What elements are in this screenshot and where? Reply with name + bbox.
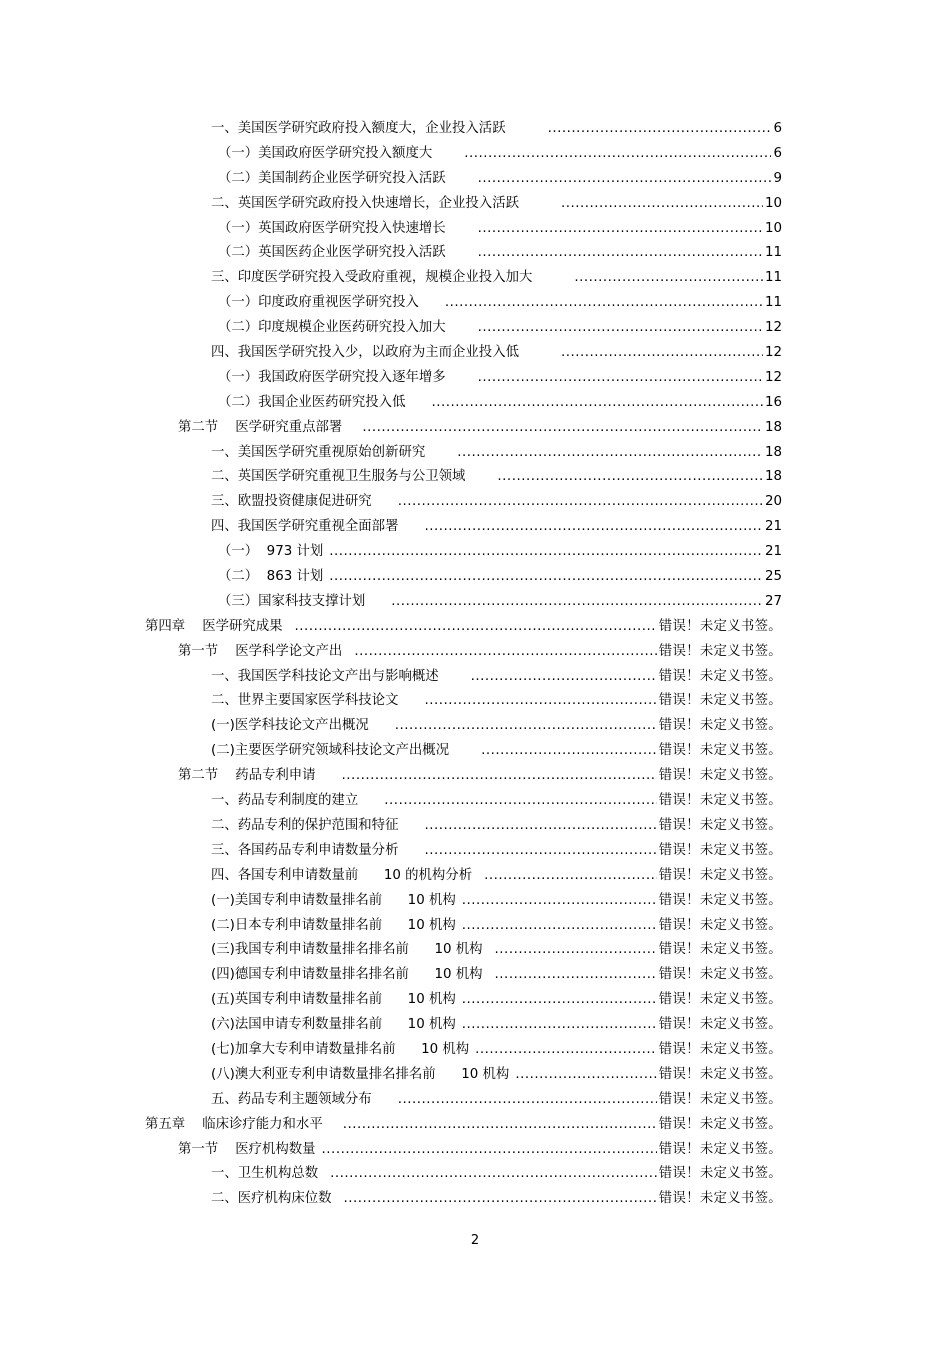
toc-leader-dots bbox=[342, 764, 657, 789]
toc-entry-page: 21 bbox=[764, 544, 782, 560]
toc-entry-title: 四、我国医学研究投入少，以政府为主而企业投入低 bbox=[211, 345, 519, 361]
toc-entry-page: 错误！未定义书签。 bbox=[658, 1091, 782, 1107]
toc-leader-dots bbox=[484, 864, 657, 889]
toc-entry[interactable] bbox=[0, 117, 950, 142]
toc-leader-dots bbox=[462, 889, 657, 914]
toc-entry-title: 一、美国医学研究政府投入额度大，企业投入活跃 bbox=[211, 121, 506, 136]
toc-entry[interactable] bbox=[0, 864, 950, 889]
toc-entry-title: 一、美国医学研究重视原始创新研究 bbox=[211, 444, 426, 460]
toc-entry-title: （二）美国制药企业医学研究投入活跃 bbox=[218, 170, 446, 186]
toc-entry-title: (七)加拿大专利申请数量排名前 10 机构 bbox=[211, 1041, 470, 1057]
toc-entry-title: 二、医疗机构床位数 bbox=[211, 1191, 332, 1207]
toc-entry-page: 16 bbox=[764, 394, 782, 410]
toc-entry[interactable] bbox=[0, 490, 950, 515]
toc-entry[interactable] bbox=[0, 914, 950, 939]
toc-entry[interactable] bbox=[0, 515, 950, 540]
toc-leader-dots bbox=[457, 441, 763, 466]
toc-entry-page: 10 bbox=[764, 220, 782, 236]
toc-entry-title: 二、药品专利的保护范围和特征 bbox=[211, 817, 399, 833]
toc-entry-page: 6 bbox=[773, 145, 782, 161]
toc-entry[interactable] bbox=[0, 963, 950, 988]
toc-entry[interactable] bbox=[0, 1038, 950, 1063]
toc-entry[interactable] bbox=[0, 665, 950, 690]
toc-leader-dots bbox=[445, 291, 763, 316]
toc-entry[interactable] bbox=[0, 1138, 950, 1163]
toc-entry-page: 6 bbox=[773, 121, 782, 136]
toc-leader-dots bbox=[561, 192, 763, 217]
toc-leader-dots bbox=[431, 391, 762, 416]
toc-entry-page: 错误！未定义书签。 bbox=[658, 1141, 782, 1157]
toc-entry-title: （一）我国政府医学研究投入逐年增多 bbox=[218, 369, 446, 385]
toc-entry-page: 10 bbox=[764, 195, 782, 211]
toc-entry-page: 错误！未定义书签。 bbox=[658, 668, 782, 684]
toc-entry[interactable] bbox=[0, 640, 950, 665]
toc-entry-title: （二）我国企业医药研究投入低 bbox=[218, 394, 406, 410]
toc-entry-title: 一、卫生机构总数 bbox=[211, 1166, 319, 1182]
toc-entry-title: 四、各国专利申请数量前 10 的机构分析 bbox=[211, 867, 473, 883]
toc-entry-page: 12 bbox=[764, 320, 782, 336]
toc-entry-page: 错误！未定义书签。 bbox=[658, 1017, 782, 1033]
toc-leader-dots bbox=[495, 938, 657, 963]
toc-entry[interactable] bbox=[0, 1088, 950, 1113]
toc-entry-page: 11 bbox=[764, 245, 782, 261]
toc-entry-title: 第五章 临床诊疗能力和水平 bbox=[145, 1116, 323, 1132]
toc-entry-page: 错误！未定义书签。 bbox=[658, 817, 782, 833]
toc-leader-dots bbox=[343, 1113, 657, 1138]
toc-entry-page: 错误！未定义书签。 bbox=[658, 643, 782, 659]
toc-entry[interactable] bbox=[0, 441, 950, 466]
toc-entry-page: 11 bbox=[764, 270, 782, 286]
toc-entry-page: 错误！未定义书签。 bbox=[658, 1041, 782, 1057]
toc-leader-dots bbox=[471, 665, 657, 690]
toc-entry-page: 错误！未定义书签。 bbox=[658, 1116, 782, 1132]
toc-leader-dots bbox=[478, 167, 772, 192]
toc-entry-title: (五)英国专利申请数量排名前 10 机构 bbox=[211, 992, 456, 1008]
toc-entry-title: (一)医学科技论文产出概况 bbox=[211, 718, 369, 734]
toc-leader-dots bbox=[384, 789, 656, 814]
toc-entry-title: (八)澳大利亚专利申请数量排名排名前 10 机构 bbox=[211, 1066, 510, 1082]
toc-entry-page: 错误！未定义书签。 bbox=[658, 618, 782, 634]
toc-leader-dots bbox=[398, 1088, 657, 1113]
toc-entry[interactable] bbox=[0, 714, 950, 739]
toc-entry-page: 9 bbox=[773, 170, 782, 186]
toc-entry-page: 错误！未定义书签。 bbox=[658, 768, 782, 784]
toc-entry[interactable] bbox=[0, 565, 950, 590]
toc-entry[interactable] bbox=[0, 465, 950, 490]
toc-leader-dots bbox=[424, 689, 656, 714]
toc-entry-title: (六)法国申请专利数量排名前 10 机构 bbox=[211, 1017, 456, 1033]
toc-entry[interactable] bbox=[0, 814, 950, 839]
toc-entry-title: 一、我国医学科技论文产出与影响概述 bbox=[211, 668, 439, 684]
toc-entry[interactable] bbox=[0, 839, 950, 864]
toc-entry-title: 第四章 医学研究成果 bbox=[145, 618, 283, 634]
toc-leader-dots bbox=[295, 615, 657, 640]
toc-entry[interactable] bbox=[0, 1187, 950, 1212]
toc-leader-dots bbox=[574, 266, 763, 291]
toc-leader-dots bbox=[424, 515, 762, 540]
toc-entry[interactable] bbox=[0, 540, 950, 565]
toc-entry-title: 二、英国医学研究政府投入快速增长，企业投入活跃 bbox=[211, 195, 519, 211]
toc-entry-page: 错误！未定义书签。 bbox=[658, 1166, 782, 1182]
toc-leader-dots bbox=[362, 416, 763, 441]
toc-entry[interactable] bbox=[0, 142, 950, 167]
toc-entry-page: 11 bbox=[764, 295, 782, 311]
toc-entry-title: 二、世界主要国家医学科技论文 bbox=[211, 693, 399, 709]
toc-entry-page: 错误！未定义书签。 bbox=[658, 942, 782, 958]
toc-entry-page: 18 bbox=[764, 419, 782, 435]
toc-entry[interactable] bbox=[0, 689, 950, 714]
toc-entry[interactable] bbox=[0, 764, 950, 789]
toc-entry[interactable] bbox=[0, 1162, 950, 1187]
toc-entry-title: （二）印度规模企业医药研究投入加大 bbox=[218, 320, 446, 336]
toc-entry[interactable] bbox=[0, 266, 950, 291]
toc-entry-title: 三、印度医学研究投入受政府重视，规模企业投入加大 bbox=[211, 270, 533, 286]
toc-entry[interactable] bbox=[0, 938, 950, 963]
toc-entry[interactable] bbox=[0, 291, 950, 316]
toc-entry[interactable] bbox=[0, 416, 950, 441]
toc-entry-title: 第二节 医学研究重点部署 bbox=[178, 419, 343, 435]
toc-entry-title: 五、药品专利主题领域分布 bbox=[211, 1091, 372, 1107]
toc-leader-dots bbox=[398, 490, 763, 515]
toc-entry[interactable] bbox=[0, 615, 950, 640]
toc-leader-dots bbox=[330, 1162, 657, 1187]
toc-entry[interactable] bbox=[0, 789, 950, 814]
toc-leader-dots bbox=[548, 117, 772, 142]
toc-entry[interactable] bbox=[0, 341, 950, 366]
toc-leader-dots bbox=[462, 1013, 657, 1038]
toc-leader-dots bbox=[391, 590, 763, 615]
toc-entry-page: 错误！未定义书签。 bbox=[658, 917, 782, 933]
toc-entry[interactable] bbox=[0, 241, 950, 266]
toc-entry-title: 四、我国医学研究重视全面部署 bbox=[211, 519, 399, 535]
toc-leader-dots bbox=[322, 1138, 657, 1163]
toc-entry-title: （三）国家科技支撑计划 bbox=[218, 593, 366, 609]
toc-leader-dots bbox=[561, 341, 763, 366]
toc-entry[interactable] bbox=[0, 739, 950, 764]
toc-leader-dots bbox=[329, 565, 763, 590]
toc-entry[interactable] bbox=[0, 391, 950, 416]
page-number: 2 bbox=[470, 1233, 480, 1248]
toc-entry-title: (二)主要医学研究领域科技论文产出概况 bbox=[211, 743, 450, 759]
toc-entry-page: 错误！未定义书签。 bbox=[658, 793, 782, 809]
toc-leader-dots bbox=[481, 739, 657, 764]
toc-entry-title: (一)美国专利申请数量排名前 10 机构 bbox=[211, 892, 456, 908]
toc-leader-dots bbox=[515, 1063, 656, 1088]
toc-entry-page: 错误！未定义书签。 bbox=[658, 743, 782, 759]
toc-entry-page: 错误！未定义书签。 bbox=[658, 1191, 782, 1207]
toc-entry-page: 错误！未定义书签。 bbox=[658, 967, 782, 983]
toc-entry-page: 错误！未定义书签。 bbox=[658, 693, 782, 709]
toc-entry-page: 27 bbox=[764, 593, 782, 609]
toc-entry[interactable] bbox=[0, 1013, 950, 1038]
toc-leader-dots bbox=[464, 142, 771, 167]
toc-leader-dots bbox=[495, 963, 657, 988]
toc-entry[interactable] bbox=[0, 1113, 950, 1138]
toc-leader-dots bbox=[395, 714, 657, 739]
toc-entry-title: 第一节 医疗机构数量 bbox=[178, 1141, 316, 1157]
toc-leader-dots bbox=[478, 241, 763, 266]
toc-entry-page: 20 bbox=[764, 494, 782, 510]
toc-entry[interactable] bbox=[0, 316, 950, 341]
toc-leader-dots bbox=[478, 316, 763, 341]
toc-entry-title: (三)我国专利申请数量排名排名前 10 机构 bbox=[211, 942, 483, 958]
toc-entry[interactable] bbox=[0, 192, 950, 217]
toc-entry-page: 错误！未定义书签。 bbox=[658, 1066, 782, 1082]
toc-entry-page: 12 bbox=[764, 345, 782, 361]
toc-entry-title: （二）英国医药企业医学研究投入活跃 bbox=[218, 245, 446, 261]
toc-leader-dots bbox=[424, 814, 656, 839]
toc-entry[interactable] bbox=[0, 167, 950, 192]
toc-entry-title: 三、各国药品专利申请数量分析 bbox=[211, 842, 399, 858]
toc-entry-title: 二、英国医学研究重视卫生服务与公卫领域 bbox=[211, 469, 466, 485]
toc-entry-page: 错误！未定义书签。 bbox=[658, 892, 782, 908]
toc-leader-dots bbox=[462, 988, 657, 1013]
toc-entry-title: （一）美国政府医学研究投入额度大 bbox=[218, 145, 433, 161]
toc-entry[interactable] bbox=[0, 988, 950, 1013]
toc-entry-page: 25 bbox=[764, 569, 782, 585]
toc-entry[interactable] bbox=[0, 217, 950, 242]
toc-entry-title: （一）印度政府重视医学研究投入 bbox=[218, 295, 419, 311]
toc-entry-page: 错误！未定义书签。 bbox=[658, 992, 782, 1008]
toc-entry-title: (四)德国专利申请数量排名排名前 10 机构 bbox=[211, 967, 483, 983]
toc-entry-page: 21 bbox=[764, 519, 782, 535]
toc-entry-page: 错误！未定义书签。 bbox=[658, 718, 782, 734]
toc-entry[interactable] bbox=[0, 1063, 950, 1088]
toc-entry[interactable] bbox=[0, 590, 950, 615]
toc-leader-dots bbox=[478, 366, 763, 391]
toc-entry-page: 18 bbox=[764, 469, 782, 485]
toc-leader-dots bbox=[329, 540, 763, 565]
toc-leader-dots bbox=[344, 1187, 657, 1212]
table-of-contents bbox=[0, 117, 950, 1212]
toc-entry-page: 12 bbox=[764, 369, 782, 385]
toc-entry-title: 三、欧盟投资健康促进研究 bbox=[211, 494, 372, 510]
toc-entry-title: （一） 973 计划 bbox=[218, 544, 324, 560]
toc-entry[interactable] bbox=[0, 889, 950, 914]
toc-entry-page: 错误！未定义书签。 bbox=[658, 842, 782, 858]
toc-entry-title: 第二节 药品专利申请 bbox=[178, 768, 316, 784]
toc-leader-dots bbox=[478, 217, 763, 242]
toc-entry-title: 一、药品专利制度的建立 bbox=[211, 793, 359, 809]
toc-leader-dots bbox=[354, 640, 656, 665]
toc-leader-dots bbox=[424, 839, 656, 864]
toc-entry[interactable] bbox=[0, 366, 950, 391]
toc-entry-title: (二)日本专利申请数量排名前 10 机构 bbox=[211, 917, 456, 933]
toc-entry-page: 18 bbox=[764, 444, 782, 460]
toc-leader-dots bbox=[497, 465, 763, 490]
toc-entry-title: 第一节 医学科学论文产出 bbox=[178, 643, 343, 659]
toc-entry-title: （一）英国政府医学研究投入快速增长 bbox=[218, 220, 446, 236]
toc-leader-dots bbox=[462, 914, 657, 939]
toc-leader-dots bbox=[475, 1038, 657, 1063]
toc-entry-title: （二） 863 计划 bbox=[218, 569, 324, 585]
toc-entry-page: 错误！未定义书签。 bbox=[658, 867, 782, 883]
